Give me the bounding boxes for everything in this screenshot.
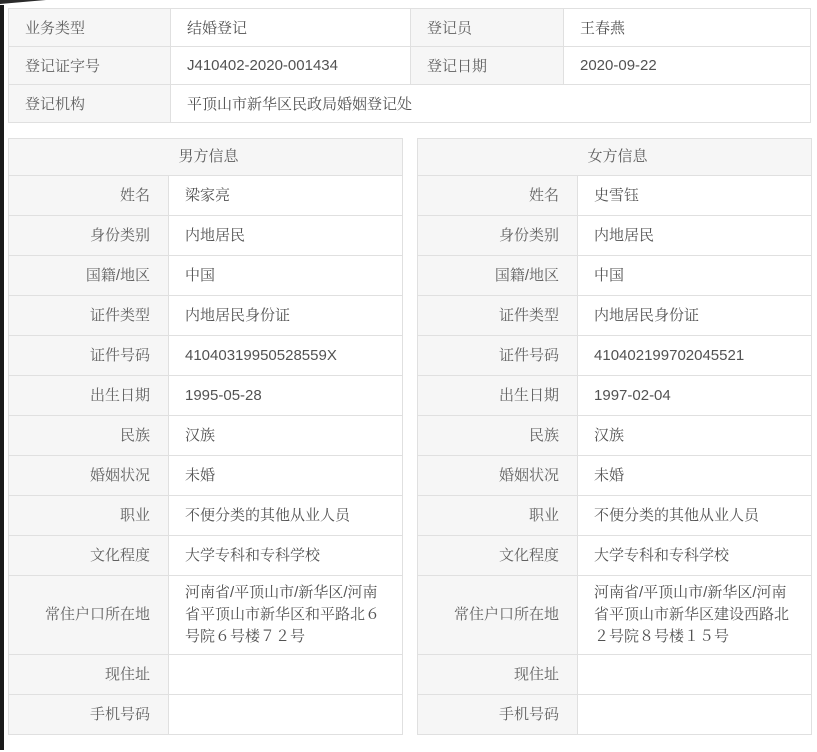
table-row — [9, 9, 811, 47]
table-row — [9, 376, 403, 416]
table-row — [9, 176, 403, 216]
field-label: 手机号码 — [418, 695, 578, 735]
male-table-title: 男方信息 — [9, 139, 403, 176]
female-info-table — [417, 138, 812, 735]
table-row — [9, 536, 403, 576]
reg-date-value: 2020-09-22 — [564, 47, 811, 85]
field-label: 证件类型 — [9, 296, 169, 336]
cert-no-label: 登记证字号 — [9, 47, 171, 85]
field-label: 证件号码 — [9, 336, 169, 376]
table-header-row — [9, 139, 403, 176]
field-value: 中国 — [578, 256, 812, 296]
field-label: 国籍/地区 — [418, 256, 578, 296]
field-label: 文化程度 — [418, 536, 578, 576]
field-label: 证件类型 — [418, 296, 578, 336]
field-label: 职业 — [418, 496, 578, 536]
table-row — [418, 456, 812, 496]
table-header-row — [418, 139, 812, 176]
business-type-value: 结婚登记 — [171, 9, 411, 47]
field-value: 汉族 — [169, 416, 403, 456]
table-row — [418, 496, 812, 536]
table-row — [9, 576, 403, 655]
table-row — [418, 216, 812, 256]
agency-label: 登记机构 — [9, 85, 171, 123]
field-value: 不便分类的其他从业人员 — [169, 496, 403, 536]
field-label: 婚姻状况 — [418, 456, 578, 496]
business-type-label: 业务类型 — [9, 9, 171, 47]
table-row — [9, 695, 403, 735]
table-row — [9, 47, 811, 85]
registrar-value: 王春燕 — [564, 9, 811, 47]
field-label: 国籍/地区 — [9, 256, 169, 296]
field-value — [169, 655, 403, 695]
field-value: 内地居民 — [169, 216, 403, 256]
field-value: 未婚 — [169, 456, 403, 496]
field-label: 姓名 — [418, 176, 578, 216]
field-label: 常住户口所在地 — [418, 576, 578, 655]
table-row — [9, 496, 403, 536]
field-label: 常住户口所在地 — [9, 576, 169, 655]
window-top-corner — [0, 0, 46, 4]
window-left-edge — [0, 5, 4, 750]
field-value: 不便分类的其他从业人员 — [578, 496, 812, 536]
field-label: 职业 — [9, 496, 169, 536]
field-label: 民族 — [418, 416, 578, 456]
field-label: 民族 — [9, 416, 169, 456]
cert-no-value: J410402-2020-001434 — [171, 47, 411, 85]
table-row — [9, 256, 403, 296]
table-row — [418, 655, 812, 695]
field-value: 内地居民身份证 — [169, 296, 403, 336]
table-row — [9, 216, 403, 256]
field-value — [578, 655, 812, 695]
field-label: 身份类别 — [418, 216, 578, 256]
field-value: 汉族 — [578, 416, 812, 456]
table-row — [9, 655, 403, 695]
table-row — [9, 85, 811, 123]
table-row — [418, 376, 812, 416]
agency-value: 平顶山市新华区民政局婚姻登记处 — [171, 85, 811, 123]
field-value: 41040319950528559X — [169, 336, 403, 376]
field-label: 姓名 — [9, 176, 169, 216]
table-row — [418, 416, 812, 456]
table-row — [418, 695, 812, 735]
field-value — [169, 695, 403, 735]
registration-summary-table — [8, 8, 811, 123]
field-value: 大学专科和专科学校 — [578, 536, 812, 576]
field-value: 河南省/平顶山市/新华区/河南省平顶山市新华区和平路北６号院６号楼７２号 — [169, 576, 403, 655]
marriage-registration-record — [8, 8, 810, 735]
table-row — [418, 296, 812, 336]
field-label: 出生日期 — [418, 376, 578, 416]
field-value: 410402199702045521 — [578, 336, 812, 376]
field-value — [578, 695, 812, 735]
table-row — [418, 536, 812, 576]
table-row — [9, 336, 403, 376]
table-row — [9, 416, 403, 456]
field-value: 未婚 — [578, 456, 812, 496]
field-value: 中国 — [169, 256, 403, 296]
table-row — [418, 576, 812, 655]
field-value: 河南省/平顶山市/新华区/河南省平顶山市新华区建设西路北２号院８号楼１５号 — [578, 576, 812, 655]
field-label: 证件号码 — [418, 336, 578, 376]
field-value: 1997-02-04 — [578, 376, 812, 416]
person-info-section — [8, 138, 810, 735]
registrar-label: 登记员 — [411, 9, 564, 47]
field-value: 内地居民 — [578, 216, 812, 256]
table-row — [418, 336, 812, 376]
field-label: 文化程度 — [9, 536, 169, 576]
field-value: 大学专科和专科学校 — [169, 536, 403, 576]
field-value: 梁家亮 — [169, 176, 403, 216]
table-row — [418, 176, 812, 216]
table-row — [9, 456, 403, 496]
field-label: 身份类别 — [9, 216, 169, 256]
field-label: 手机号码 — [9, 695, 169, 735]
field-label: 现住址 — [418, 655, 578, 695]
field-label: 婚姻状况 — [9, 456, 169, 496]
reg-date-label: 登记日期 — [411, 47, 564, 85]
field-value: 内地居民身份证 — [578, 296, 812, 336]
table-row — [9, 296, 403, 336]
table-row — [418, 256, 812, 296]
field-value: 1995-05-28 — [169, 376, 403, 416]
field-label: 现住址 — [9, 655, 169, 695]
male-info-table — [8, 138, 403, 735]
field-value: 史雪钰 — [578, 176, 812, 216]
female-table-title: 女方信息 — [418, 139, 812, 176]
field-label: 出生日期 — [9, 376, 169, 416]
